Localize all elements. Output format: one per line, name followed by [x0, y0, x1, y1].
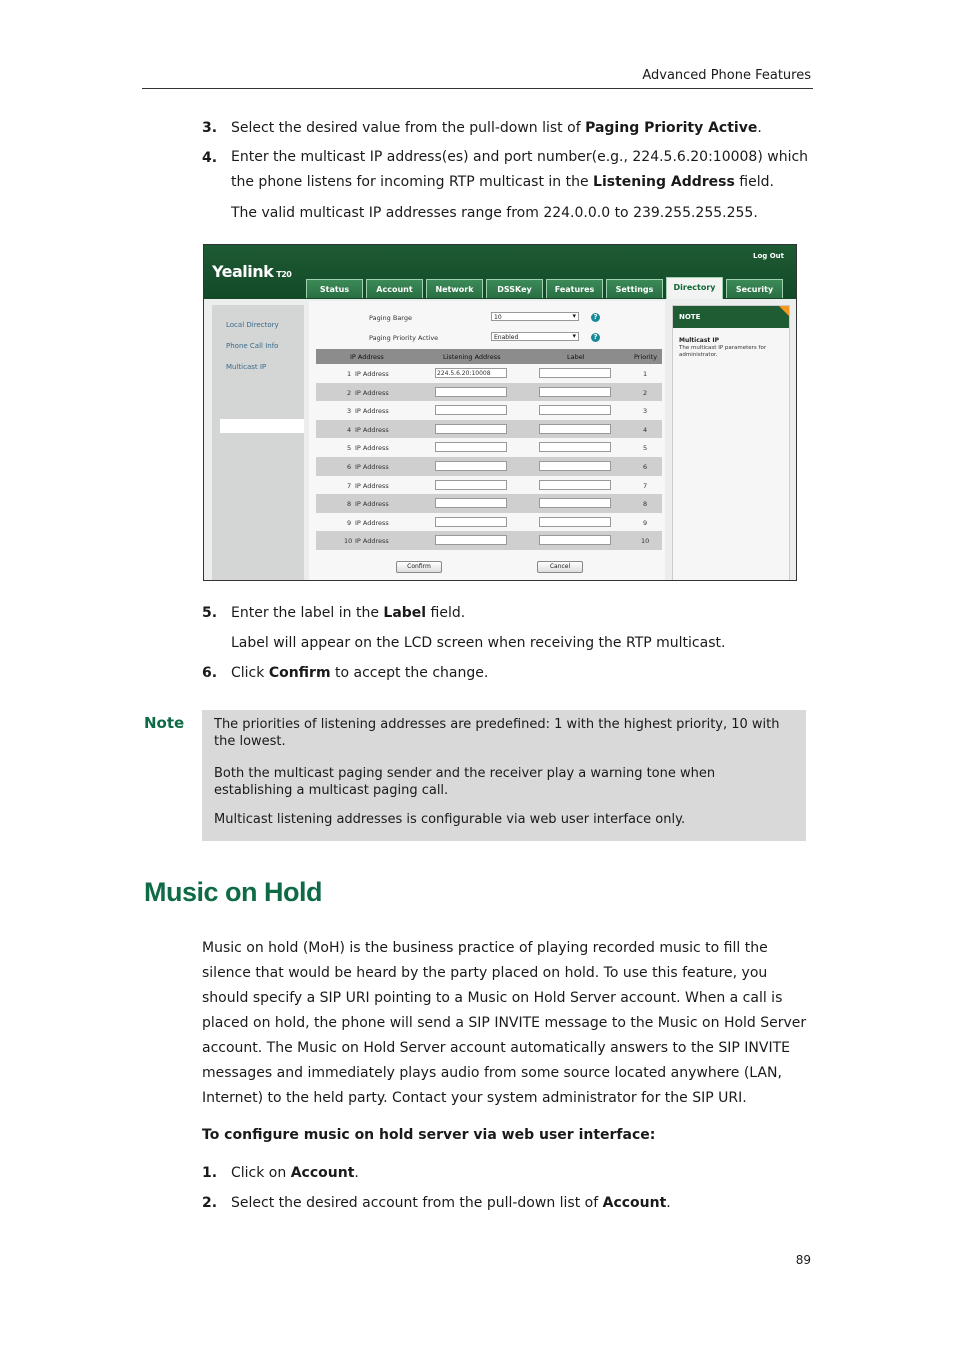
- listening-address-input[interactable]: [435, 387, 507, 397]
- col-label: Label: [567, 353, 585, 361]
- paging-barge-label: Paging Barge: [369, 314, 412, 322]
- listening-address-input[interactable]: [435, 498, 507, 508]
- step-number: 3.: [202, 120, 218, 136]
- col-listening-address: Listening Address: [443, 353, 501, 361]
- step-ui-term: Account: [602, 1195, 667, 1211]
- label-input[interactable]: [539, 405, 611, 415]
- note-label: Note: [144, 714, 185, 732]
- row-label: IP Address: [355, 518, 389, 527]
- step-ui-term: Listening Address: [593, 174, 735, 190]
- step-number: 5.: [202, 605, 218, 621]
- row-priority: 2: [643, 388, 648, 397]
- label-input[interactable]: [539, 424, 611, 434]
- step-text-pre: Select the desired value from the pull-down list of: [231, 120, 586, 136]
- row-number: 1: [347, 370, 352, 378]
- row-priority: 5: [643, 444, 648, 453]
- listening-address-input[interactable]: [435, 405, 507, 415]
- row-priority: 6: [643, 463, 648, 471]
- note-paragraph: Both the multicast paging sender and the receiver play a warning tone when establishing a multicast paging call.: [214, 766, 716, 798]
- nav-local-directory[interactable]: Local Directory: [226, 321, 279, 329]
- web-ui-screenshot: [203, 244, 797, 581]
- row-label: IP Address: [355, 537, 389, 546]
- tab-directory[interactable]: Directory: [666, 277, 723, 299]
- note-title: Multicast IP: [679, 337, 719, 344]
- table-row: [316, 420, 662, 439]
- row-priority: 9: [643, 518, 648, 527]
- model-name: T20: [276, 270, 292, 279]
- row-label: IP Address: [355, 370, 389, 378]
- step-number: 2.: [202, 1195, 218, 1211]
- label-input[interactable]: [539, 517, 611, 527]
- table-row: [316, 438, 662, 457]
- procedure-title: To configure music on hold server via web user interface:: [202, 1127, 656, 1143]
- label-input[interactable]: [539, 368, 611, 378]
- tab-account[interactable]: Account: [366, 279, 423, 298]
- tab-security[interactable]: Security: [726, 279, 783, 298]
- table-row: [316, 513, 662, 532]
- row-label: IP Address: [355, 407, 389, 416]
- paging-barge-select[interactable]: 10 ▾: [491, 312, 579, 321]
- paging-priority-select[interactable]: Enabled ▾: [491, 332, 579, 341]
- step-text-pre: Enter the multicast IP address(es) and port number(e.g., 224.5.6.20:10008) which the phone listens for incoming RTP multicast in the: [231, 149, 809, 190]
- section-body: Music on hold (MoH) is the business practice of playing recorded music to fill the silence that would be heard by the party placed on hold. To use this feature, you should specify a SIP URI pointing to a Music on Hold Server account. When a call is placed on hold, the phone will send a SIP INVITE message to the Music on Hold Server account. The Music on Hold Server account automatically answers to the SIP INVITE messages and immediately plays audio from some source located anywhere (LAN, Internet) to the held party. Contact your system administrator for the SIP URI.: [202, 940, 807, 1106]
- tab-settings[interactable]: Settings: [606, 279, 663, 298]
- note-paragraph: The priorities of listening addresses are predefined: 1 with the highest priority, 10 with the lowest.: [214, 717, 780, 749]
- range-note: The valid multicast IP addresses range from 224.0.0.0 to 239.255.255.255.: [231, 205, 758, 221]
- page-number: 89: [795, 1253, 811, 1267]
- step-ui-term: Account: [290, 1165, 355, 1181]
- step-text-post: field.: [426, 605, 466, 621]
- section-title: Music on Hold: [144, 877, 322, 907]
- row-number: 8: [347, 500, 352, 509]
- row-number: 5: [347, 444, 352, 453]
- row-priority: 7: [643, 481, 648, 490]
- header-rule: [142, 88, 813, 89]
- listening-address-input[interactable]: [435, 461, 507, 471]
- note-sidebar: [672, 305, 790, 581]
- step-text-pre: Click on: [231, 1165, 291, 1181]
- listening-address-input[interactable]: [435, 442, 507, 452]
- step-number: 1.: [202, 1165, 218, 1181]
- row-priority: 3: [643, 407, 648, 416]
- note-paragraph: Multicast listening addresses is configurable via web user interface only.: [214, 812, 686, 827]
- listening-address-input[interactable]: [435, 424, 507, 434]
- table-row: [316, 531, 662, 550]
- step-text: [231, 145, 816, 195]
- help-icon[interactable]: ?: [591, 313, 600, 322]
- table-row: [316, 383, 662, 402]
- step-ui-term: Label: [383, 605, 427, 621]
- row-label: IP Address: [355, 444, 389, 453]
- listening-address-input[interactable]: 224.5.6.20:10008: [435, 368, 507, 378]
- tab-dsskey[interactable]: DSSKey: [486, 279, 543, 298]
- step-text: [231, 118, 816, 138]
- confirm-button[interactable]: Confirm: [396, 561, 442, 573]
- row-number: 6: [347, 463, 352, 471]
- step-text-post: to accept the change.: [330, 665, 489, 681]
- col-ip-address: IP Address: [350, 353, 384, 361]
- row-number: 10: [344, 537, 353, 546]
- table-row: [316, 476, 662, 495]
- row-label: IP Address: [355, 388, 389, 397]
- step-ui-term: Paging Priority Active: [585, 120, 758, 136]
- logout-link[interactable]: Log Out: [753, 252, 784, 260]
- row-priority: 10: [641, 537, 650, 546]
- step-text: [231, 1193, 816, 1213]
- label-input[interactable]: [539, 387, 611, 397]
- nav-phone-call-info[interactable]: Phone Call Info: [226, 342, 279, 350]
- row-number: 9: [347, 518, 352, 527]
- brand-logo: [212, 262, 291, 281]
- tab-status[interactable]: Status: [306, 279, 363, 298]
- step-text-pre: Select the desired account from the pull-down list of: [231, 1195, 603, 1211]
- note-header: NOTE: [673, 306, 789, 328]
- listening-address-input[interactable]: [435, 535, 507, 545]
- label-input[interactable]: [539, 461, 611, 471]
- row-label: IP Address: [355, 463, 389, 471]
- note-text: The multicast IP parameters for administrator.: [679, 345, 767, 358]
- table-row: [316, 401, 662, 420]
- brand-name: Yealink: [212, 262, 274, 281]
- step-text-pre: Click: [231, 665, 269, 681]
- row-priority: 1: [643, 370, 648, 378]
- row-number: 4: [347, 425, 352, 434]
- listening-address-input[interactable]: [435, 480, 507, 490]
- step-number: 4.: [202, 150, 218, 166]
- step-ui-term: Confirm: [268, 665, 331, 681]
- label-input[interactable]: [539, 535, 611, 545]
- table-row: [316, 457, 662, 476]
- step-text: [231, 1163, 816, 1183]
- label-input[interactable]: [539, 442, 611, 452]
- row-priority: 8: [643, 500, 648, 509]
- step-text-post: .: [666, 1195, 671, 1211]
- row-label: IP Address: [355, 481, 389, 490]
- label-input[interactable]: [539, 480, 611, 490]
- label-input[interactable]: [539, 498, 611, 508]
- web-ui-topbar: [204, 245, 796, 299]
- running-header: Advanced Phone Features: [642, 68, 811, 83]
- nav-active-highlight: [220, 419, 304, 433]
- table-row: [316, 494, 662, 513]
- row-label: IP Address: [355, 500, 389, 509]
- step-text-post: .: [757, 120, 762, 136]
- row-number: 3: [347, 407, 352, 416]
- col-priority: Priority: [634, 353, 658, 361]
- table-row: [316, 364, 662, 383]
- listening-address-input[interactable]: [435, 517, 507, 527]
- step-text: [231, 603, 816, 623]
- table-header: [316, 349, 662, 364]
- paging-priority-label: Paging Priority Active: [369, 334, 439, 342]
- left-nav: [212, 305, 304, 580]
- note-panel: [202, 710, 806, 841]
- tab-features[interactable]: Features: [546, 279, 603, 298]
- tab-network[interactable]: Network: [426, 279, 483, 298]
- step-text-post: field.: [734, 174, 774, 190]
- step-text: [231, 663, 816, 683]
- step-text-post: .: [354, 1165, 359, 1181]
- cancel-button[interactable]: Cancel: [537, 561, 583, 573]
- help-icon[interactable]: ?: [591, 333, 600, 342]
- nav-multicast-ip[interactable]: Multicast IP: [226, 363, 267, 371]
- step-text-pre: Enter the label in the: [231, 605, 384, 621]
- row-label: IP Address: [355, 425, 389, 434]
- row-priority: 4: [643, 425, 648, 434]
- note-corner-icon: [779, 306, 789, 316]
- row-number: 2: [347, 388, 352, 397]
- label-note: Label will appear on the LCD screen when receiving the RTP multicast.: [231, 635, 726, 651]
- row-number: 7: [347, 481, 352, 490]
- step-number: 6.: [202, 665, 218, 681]
